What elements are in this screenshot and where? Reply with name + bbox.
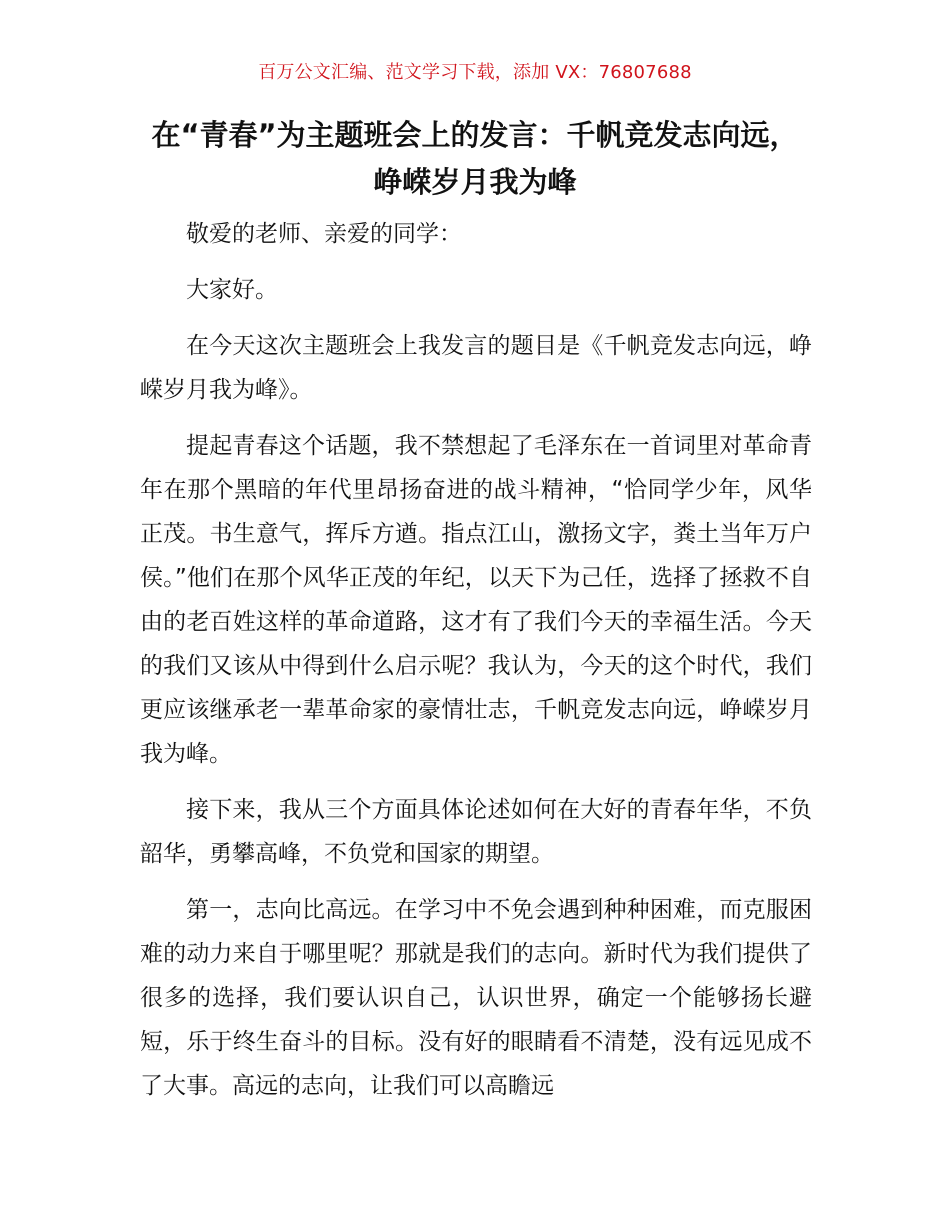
body-paragraph: 在今天这次主题班会上我发言的题目是《千帆竞发志向远，峥嵘岁月我为峰》。: [140, 333, 812, 403]
body-paragraph: 接下来，我从三个方面具体论述如何在大好的青春年华，不负韶华，勇攀高峰，不负党和国家的期望。: [140, 797, 812, 867]
greeting: 大家好。: [186, 277, 278, 303]
document-body: [140, 212, 812, 1120]
document-title: 在“青春”为主题班会上的发言：千帆竞发志向远，峥嵘岁月我为峰: [151, 118, 799, 199]
watermark-header: 百万公文汇编、范文学习下载，添加 VX：76807688: [258, 62, 692, 83]
body-paragraph: 提起青春这个话题，我不禁想起了毛泽东在一首词里对革命青年在那个黑暗的年代里昂扬奋进的战斗精神，“恰同学少年，风华正茂。书生意气，挥斥方遒。指点江山，激扬文字，粪土当年万户侯。”他们在那个风华正茂的年纪，以天下为己任，选择了拯救不自由的老百姓这样的革命道路，这才有了我们今天的幸福生活。今天的我们又该从中得到什么启示呢？我认为，今天的这个时代，我们更应该继承老一辈革命家的豪情壮志，千帆竞发志向远，峥嵘岁月我为峰。: [140, 433, 812, 767]
body-paragraph: 第一，志向比高远。在学习中不免会遇到种种困难，而克服困难的动力来自于哪里呢？那就是我们的志向。新时代为我们提供了很多的选择，我们要认识自己，认识世界，确定一个能够扬长避短，乐于终生奋斗的目标。没有好的眼睛看不清楚，没有远见成不了大事。高远的志向，让我们可以高瞻远: [140, 897, 812, 1099]
salutation: 敬爱的老师、亲爱的同学：: [186, 221, 462, 247]
